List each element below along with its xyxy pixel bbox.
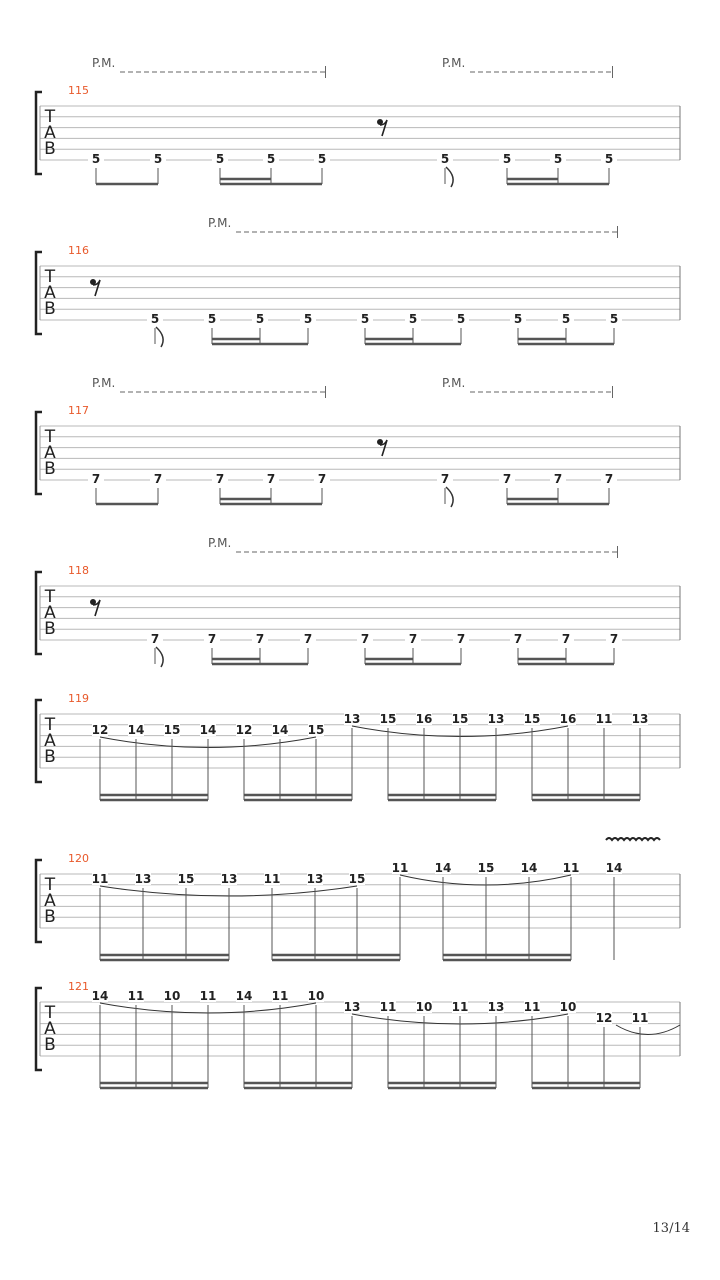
tab-system-115 (36, 56, 680, 187)
measure-number: 117 (68, 404, 89, 417)
fret-number: 7 (440, 472, 450, 486)
fret-number: 5 (317, 152, 327, 166)
fret-number: 13 (487, 1000, 505, 1014)
fret-number: 5 (150, 312, 160, 326)
tab-clef-letter: A (44, 731, 56, 751)
fret-number: 7 (317, 472, 327, 486)
tab-clef-letter: T (44, 427, 56, 447)
fret-number: 10 (559, 1000, 577, 1014)
fret-number: 7 (561, 632, 571, 646)
tab-clef-letter: B (44, 459, 56, 479)
system-bracket (36, 700, 42, 782)
fret-number: 5 (456, 312, 466, 326)
system-bracket (36, 92, 42, 174)
fret-number: 10 (307, 989, 325, 1003)
tab-system-117 (36, 376, 680, 507)
fret-number: 7 (604, 472, 614, 486)
page-number: 13/14 (652, 1221, 690, 1236)
fret-number: 7 (408, 632, 418, 646)
fret-number: 7 (266, 472, 276, 486)
fret-number: 10 (163, 989, 181, 1003)
tab-system-121 (36, 980, 680, 1088)
palm-mute-label: P.M. (208, 216, 232, 230)
fret-number: 7 (91, 472, 101, 486)
fret-number: 5 (513, 312, 523, 326)
fret-number: 11 (263, 872, 281, 886)
fret-number: 12 (595, 1011, 613, 1025)
eighth-flag (156, 647, 163, 667)
fret-number: 11 (127, 989, 145, 1003)
fret-number: 11 (631, 1011, 649, 1025)
fret-number: 13 (343, 712, 361, 726)
tab-system-119 (36, 692, 680, 800)
tab-clef-letter: B (44, 139, 56, 159)
fret-number: 7 (553, 472, 563, 486)
fret-number: 11 (379, 1000, 397, 1014)
fret-number: 14 (127, 723, 145, 737)
fret-number: 5 (207, 312, 217, 326)
fret-number: 5 (502, 152, 512, 166)
measure-number: 121 (68, 980, 89, 993)
fret-number: 11 (91, 872, 109, 886)
fret-number: 13 (220, 872, 238, 886)
fret-number: 5 (609, 312, 619, 326)
tab-system-116 (36, 216, 680, 347)
system-bracket (36, 572, 42, 654)
tab-clef-letter: T (44, 267, 56, 287)
tab-clef-letter: A (44, 283, 56, 303)
fret-number: 5 (604, 152, 614, 166)
palm-mute-label: P.M. (442, 56, 466, 70)
tab-clef-letter: T (44, 875, 56, 895)
fret-number: 5 (153, 152, 163, 166)
tab-system-118 (36, 536, 680, 667)
fret-number: 7 (153, 472, 163, 486)
fret-number: 5 (255, 312, 265, 326)
fret-number: 11 (451, 1000, 469, 1014)
fret-number: 5 (561, 312, 571, 326)
fret-number: 7 (502, 472, 512, 486)
tab-clef-letter: A (44, 443, 56, 463)
fret-number: 7 (215, 472, 225, 486)
fret-number: 10 (415, 1000, 433, 1014)
fret-number: 13 (487, 712, 505, 726)
fret-number: 13 (631, 712, 649, 726)
fret-number: 5 (215, 152, 225, 166)
fret-number: 7 (207, 632, 217, 646)
tab-clef-letter: T (44, 1003, 56, 1023)
fret-number: 15 (177, 872, 195, 886)
fret-number: 7 (360, 632, 370, 646)
fret-number: 14 (91, 989, 109, 1003)
fret-number: 11 (523, 1000, 541, 1014)
palm-mute-label: P.M. (208, 536, 232, 550)
fret-number: 16 (559, 712, 577, 726)
tab-clef-letter: T (44, 715, 56, 735)
fret-number: 11 (391, 861, 409, 875)
tab-clef-letter: T (44, 587, 56, 607)
tab-clef-letter: B (44, 747, 56, 767)
fret-number: 11 (595, 712, 613, 726)
fret-number: 11 (562, 861, 580, 875)
fret-number: 7 (303, 632, 313, 646)
fret-number: 7 (513, 632, 523, 646)
system-bracket (36, 252, 42, 334)
fret-number: 16 (415, 712, 433, 726)
fret-number: 7 (609, 632, 619, 646)
palm-mute-label: P.M. (92, 56, 116, 70)
fret-number: 12 (235, 723, 253, 737)
fret-number: 15 (307, 723, 325, 737)
tab-clef-letter: A (44, 123, 56, 143)
measure-number: 115 (68, 84, 89, 97)
fret-number: 5 (553, 152, 563, 166)
fret-number: 15 (348, 872, 366, 886)
fret-number: 5 (360, 312, 370, 326)
system-bracket (36, 412, 42, 494)
fret-number: 11 (199, 989, 217, 1003)
fret-number: 15 (523, 712, 541, 726)
fret-number: 5 (408, 312, 418, 326)
fret-number: 14 (199, 723, 217, 737)
measure-number: 119 (68, 692, 89, 705)
tab-system-120 (36, 838, 680, 960)
eighth-flag (446, 487, 453, 507)
fret-number: 7 (456, 632, 466, 646)
fret-number: 14 (271, 723, 289, 737)
fret-number: 7 (150, 632, 160, 646)
vibrato-wave (606, 838, 660, 840)
measure-number: 118 (68, 564, 89, 577)
system-bracket (36, 988, 42, 1070)
fret-number: 15 (379, 712, 397, 726)
fret-number: 5 (91, 152, 101, 166)
fret-number: 15 (477, 861, 495, 875)
tab-clef-letter: A (44, 603, 56, 623)
fret-number: 14 (605, 861, 623, 875)
tab-clef-letter: B (44, 907, 56, 927)
fret-number: 14 (520, 861, 538, 875)
palm-mute-label: P.M. (442, 376, 466, 390)
fret-number: 15 (163, 723, 181, 737)
fret-number: 12 (91, 723, 109, 737)
system-bracket (36, 860, 42, 942)
palm-mute-label: P.M. (92, 376, 116, 390)
fret-number: 11 (271, 989, 289, 1003)
fret-number: 13 (134, 872, 152, 886)
fret-number: 14 (235, 989, 253, 1003)
fret-number: 13 (306, 872, 324, 886)
tab-clef-letter: A (44, 891, 56, 911)
fret-number: 14 (434, 861, 452, 875)
fret-number: 5 (440, 152, 450, 166)
eighth-flag (156, 327, 163, 347)
fret-number: 7 (255, 632, 265, 646)
eighth-flag (446, 167, 453, 187)
tab-clef-letter: B (44, 1035, 56, 1055)
measure-number: 116 (68, 244, 89, 257)
fret-number: 13 (343, 1000, 361, 1014)
fret-number: 15 (451, 712, 469, 726)
fret-number: 5 (303, 312, 313, 326)
tab-clef-letter: T (44, 107, 56, 127)
tab-clef-letter: B (44, 299, 56, 319)
tab-clef-letter: B (44, 619, 56, 639)
tab-clef-letter: A (44, 1019, 56, 1039)
measure-number: 120 (68, 852, 89, 865)
slur (616, 1025, 680, 1035)
fret-number: 5 (266, 152, 276, 166)
